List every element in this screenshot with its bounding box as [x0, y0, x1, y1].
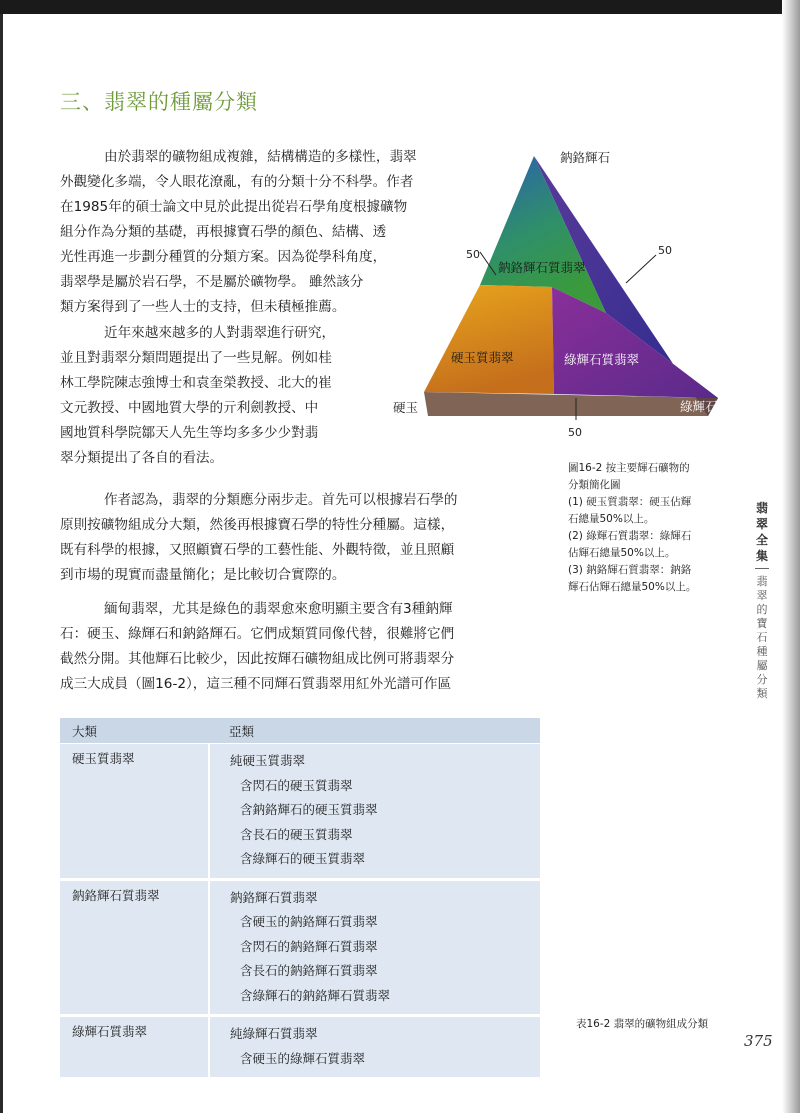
sub-class-item: 純綠輝石質翡翠 [230, 1026, 318, 1041]
sub-class-item: 含長石的鈉鉻輝石質翡翠 [240, 963, 378, 978]
chapter-title-char: 翡 [756, 575, 768, 588]
book-title-char: 翠 [755, 517, 768, 531]
major-class-cell: 硬玉質翡翠 [60, 744, 209, 880]
apex-left-label: 硬玉 [393, 400, 419, 415]
sub-class-item: 含閃石的鈉鉻輝石質翡翠 [240, 938, 378, 954]
table-row [60, 744, 540, 880]
text-line: 到市場的現實而盡量簡化；是比較切合實際的。 [60, 567, 346, 583]
chapter-title-char: 分 [756, 673, 768, 686]
table-header-row [60, 718, 540, 744]
sub-class-item: 含閃石的硬玉質翡翠 [240, 777, 353, 793]
paragraph-3-first-line [104, 488, 457, 513]
caption-line: 輝石佔輝石總量50%以上。 [568, 581, 697, 593]
paragraph-3 [60, 513, 454, 588]
region-label-omphacite: 綠輝石質翡翠 [564, 352, 640, 367]
caption-line: (2) 綠輝石質翡翠：綠輝石 [568, 530, 692, 542]
page-number: 375 [744, 1032, 773, 1050]
running-sidebar [752, 500, 772, 701]
scan-left-edge [0, 14, 3, 1113]
caption-line: 佔輝石總量50%以上。 [568, 547, 676, 559]
header-sub-class: 亞類 [209, 718, 540, 744]
classification-table [60, 718, 540, 1077]
ternary-pyramid-diagram [388, 140, 740, 445]
chapter-title-char: 的 [756, 603, 768, 616]
sub-class-item: 含鈉鉻輝石的硬玉質翡翠 [240, 802, 378, 817]
caption-line: 圖16-2 按主要輝石礦物的 [568, 462, 690, 474]
text-line: 文元教授、中國地質大學的亓利劍教授、中 [60, 400, 319, 416]
text-line: 組分作為分類的基礎，再根據寶石學的顏色、結構、透 [60, 224, 387, 240]
region-label-jadeite: 硬玉質翡翠 [451, 350, 514, 365]
header-major-class: 大類 [60, 718, 209, 744]
sub-class-item: 含綠輝石的鈉鉻輝石質翡翠 [240, 987, 391, 1003]
chapter-title-char: 類 [756, 687, 768, 700]
region-label-sodium-chrome: 鈉鉻輝石質翡翠 [498, 260, 586, 275]
chapter-title-char: 種 [756, 645, 768, 658]
region-jadeite [424, 285, 554, 394]
table-row [60, 879, 540, 1016]
text-line: 翠分類提出了各自的看法。 [60, 450, 224, 466]
major-class-cell: 鈉鉻輝石質翡翠 [60, 879, 209, 1016]
table-row [60, 1016, 540, 1078]
sidebar-divider [755, 568, 769, 569]
sub-class-item: 鈉鉻輝石質翡翠 [230, 889, 318, 905]
pointer-line [626, 255, 656, 283]
paragraph-2 [60, 346, 332, 471]
text-line: 林工學院陳志強博士和袁奎榮教授、北大的崔 [60, 375, 332, 391]
caption-line: (1) 硬玉質翡翠：硬玉佔輝 [568, 496, 692, 508]
mark-50-right: 50 [658, 244, 672, 257]
text-line: 原則按礦物組成分大類，然後再根據寶石學的特性分種屬。這樣， [60, 517, 455, 533]
book-title-char: 全 [755, 533, 768, 547]
text-line: 截然分開。其他輝石比較少，因此按輝石礦物組成比例可將翡翠分 [60, 651, 455, 667]
text-line: 石：硬玉、綠輝石和鈉鉻輝石。它們成類質同像代替，很難將它們 [60, 626, 455, 642]
text-line: 國地質科學院鄒天人先生等均多多少少對翡 [60, 425, 319, 441]
page-spine-shadow [782, 0, 800, 1113]
sub-class-item: 含硬玉的鈉鉻輝石質翡翠 [240, 914, 378, 929]
figure-caption [568, 460, 696, 596]
text-line: 緬甸翡翠，尤其是綠色的翡翠愈來愈明顯主要含有3種鈉輝 [104, 601, 453, 617]
caption-line: (3) 鈉鉻輝石質翡翠：鈉鉻 [568, 564, 692, 576]
mark-50-bottom: 50 [568, 426, 582, 439]
text-line: 光性再進一步劃分種質的分類方案。因為從學科角度， [60, 249, 387, 265]
sub-class-cell [209, 1016, 540, 1078]
paragraph-4-first-line [104, 597, 453, 622]
table-caption: 表16-2 翡翠的礦物組成分類 [576, 1018, 709, 1030]
book-title-char: 翡 [755, 501, 768, 515]
text-line: 由於翡翠的礦物組成複雜，結構構造的多樣性，翡翠 [104, 149, 417, 165]
caption-line: 石總量50%以上。 [568, 513, 655, 525]
book-title-char: 集 [755, 549, 768, 563]
scan-top-border [0, 0, 800, 14]
text-line: 成三大成員（圖16-2），這三種不同輝石質翡翠用紅外光譜可作區 [60, 676, 452, 692]
text-line: 近年來越來越多的人對翡翠進行研究， [104, 325, 336, 341]
region-omphacite [552, 287, 718, 398]
chapter-title-char: 屬 [756, 659, 768, 672]
sub-class-item: 純硬玉質翡翠 [230, 753, 306, 768]
paragraph-2-first-line [104, 321, 335, 346]
chapter-title-char: 翠 [756, 589, 768, 602]
apex-top-label: 鈉鉻輝石 [560, 150, 611, 165]
paragraph-1 [60, 170, 413, 320]
paragraph-4 [60, 622, 454, 697]
text-line: 類方案得到了一些人士的支持，但未積極推薦。 [60, 299, 346, 315]
text-line: 作者認為，翡翠的分類應分兩步走。首先可以根據岩石學的 [104, 492, 458, 508]
text-line: 翡翠學是屬於岩石學，不是屬於礦物學。 雖然該分 [60, 274, 364, 290]
sub-class-item: 含綠輝石的硬玉質翡翠 [240, 851, 366, 866]
sub-class-cell [209, 879, 540, 1016]
major-class-cell: 綠輝石質翡翠 [60, 1016, 209, 1078]
text-line: 並且對翡翠分類問題提出了一些見解。例如桂 [60, 350, 332, 366]
chapter-title-char: 寶 [756, 617, 768, 630]
caption-line: 分類簡化圖 [568, 479, 621, 491]
sub-class-item: 含長石的硬玉質翡翠 [240, 826, 353, 842]
text-line: 外觀變化多端，令人眼花潦亂，有的分類十分不科學。作者 [60, 174, 414, 190]
sub-class-cell [209, 744, 540, 880]
text-line: 在1985年的碩士論文中見於此提出從岩石學角度根據礦物 [60, 199, 408, 215]
apex-right-label: 綠輝石 [680, 399, 718, 414]
chapter-title-char: 石 [756, 631, 768, 644]
mark-50-left: 50 [466, 248, 480, 261]
sub-class-item: 含硬玉的綠輝石質翡翠 [240, 1050, 366, 1066]
section-title: 三、翡翠的種屬分類 [60, 90, 258, 114]
text-line: 既有科學的根據，又照顧寶石學的工藝性能、外觀特徵，並且照顧 [60, 542, 455, 558]
paragraph-1-first-line [104, 145, 417, 170]
